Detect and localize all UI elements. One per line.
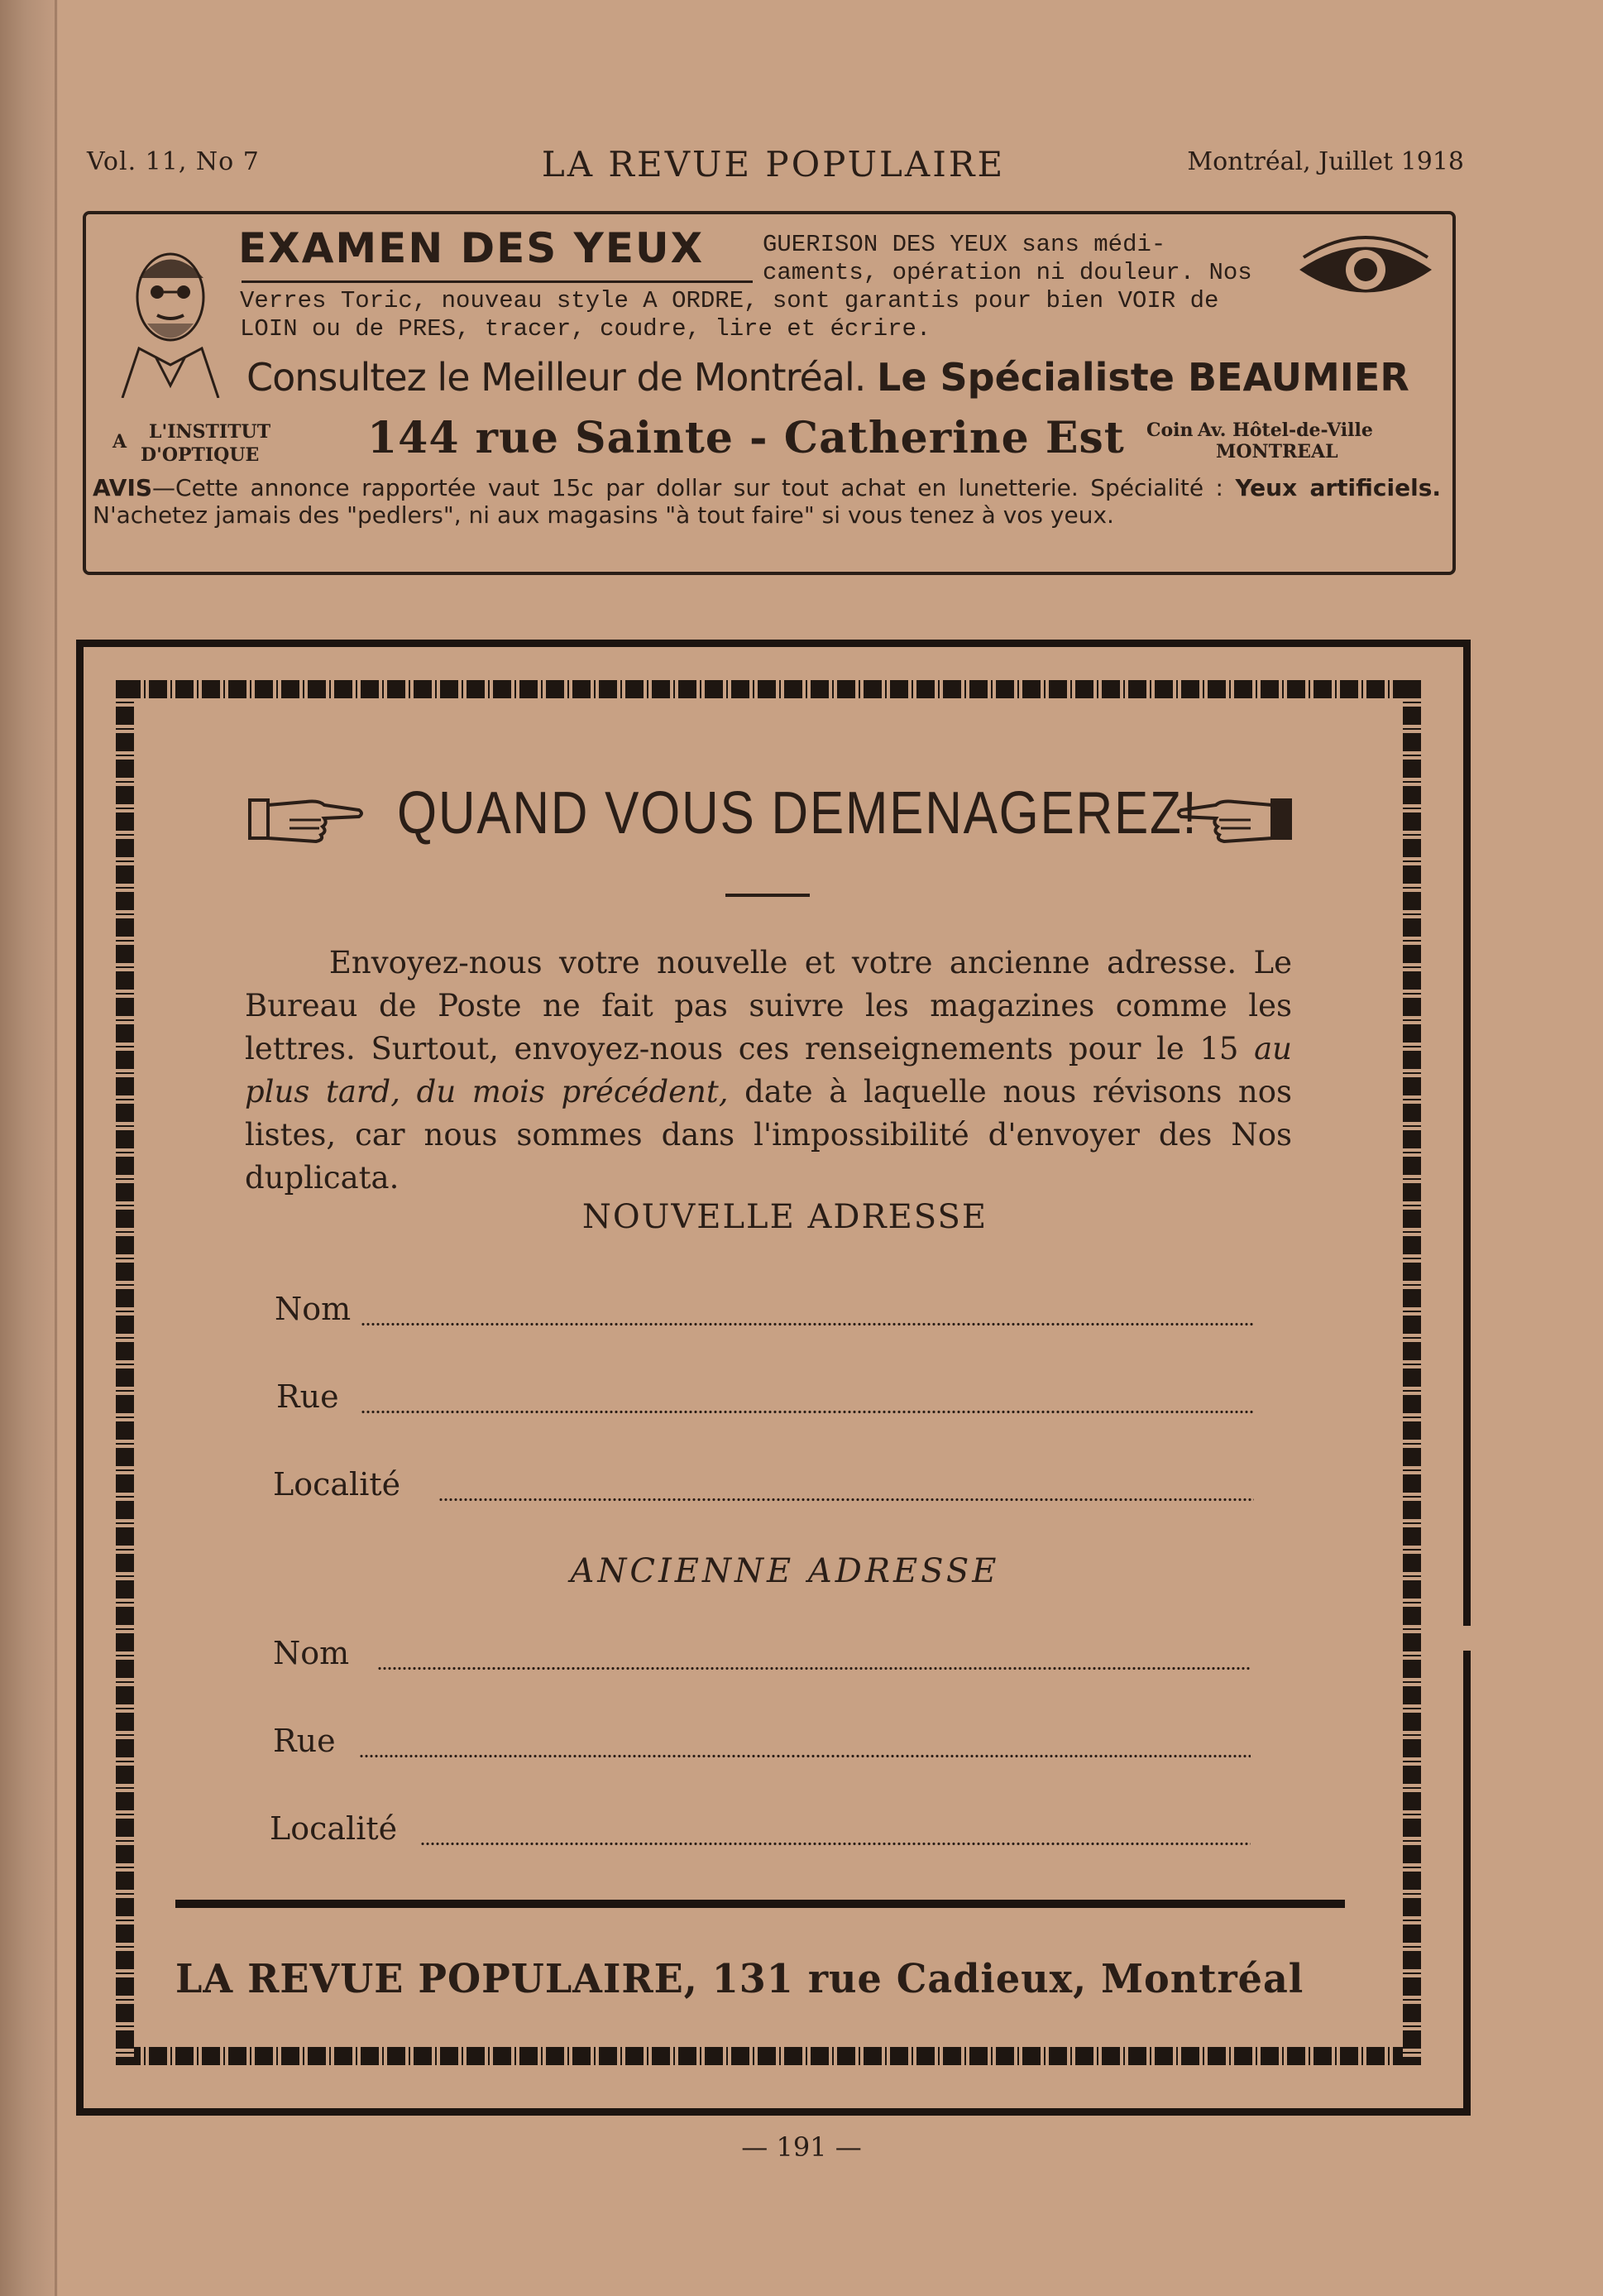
new-address-heading-text: NOUVELLE ADRESSE: [581, 1198, 988, 1236]
old-name-label: Nom: [273, 1635, 350, 1671]
ad-corner-line1: Av. Hôtel-de-Ville: [1198, 419, 1373, 441]
ad-institute-line1: L'INSTITUT: [149, 421, 271, 443]
eye-icon: [1295, 232, 1436, 307]
frame-dashed-border-top: [122, 680, 1421, 698]
paragraph-italic-2: du mois précédent,: [416, 1074, 729, 1110]
old-street-field[interactable]: [359, 1754, 1251, 1758]
pointing-hand-right-icon: [248, 790, 364, 848]
ad-institute-prefix: A: [112, 431, 127, 453]
title-divider: [725, 894, 810, 897]
pointing-hand-left-icon: [1176, 790, 1292, 848]
ad-institute-line2: D'OPTIQUE: [141, 444, 260, 466]
ad-notice-bold: Yeux artificiels.: [1235, 474, 1441, 501]
ad-heading: EXAMEN DES YEUX: [238, 224, 705, 272]
frame-dashed-border-bottom: [122, 2047, 1421, 2065]
new-locality-label: Localité: [273, 1466, 401, 1503]
issue-date: Montréal, Juillet 1918: [1187, 147, 1464, 176]
ad-consult-text: Consultez le Meilleur de Montréal.: [246, 355, 866, 400]
ad-notice-text: —Cette annonce rapportée vaut 15c par dollar sur tout achat en lunetterie. Spécialité :: [152, 474, 1223, 501]
page-gutter: [0, 0, 58, 2296]
new-locality-field[interactable]: [438, 1498, 1254, 1502]
ad-text-line: caments, opération ni douleur. Nos: [763, 259, 1252, 286]
notice-outer-frame: [76, 640, 1471, 2116]
paragraph-text: Envoyez-nous votre nouvelle et votre ancienne adresse. Le Bureau de Poste ne fait pas suivre les magazines comme les lettres. Surtout, envoyez-nous ces renseignements pour le 15: [245, 945, 1292, 1067]
ad-street-address: 144 rue Sainte - Catherine Est: [367, 413, 1125, 463]
old-locality-field[interactable]: [420, 1842, 1251, 1846]
frame-dashed-border-left: [116, 680, 134, 2065]
notice-title: QUAND VOUS DEMENAGEREZ!: [397, 780, 1199, 846]
ad-consult-line: [246, 355, 1409, 400]
notice-paragraph: [245, 942, 1292, 1200]
paragraph-text-2: date à laquelle nous révisons nos listes, car nous sommes dans l'impossibilité d'envoyer des Nos duplicata.: [245, 1074, 1293, 1196]
ad-text-line: LOIN ou de PRES, tracer, coudre, lire et écrire.: [240, 315, 931, 343]
footer-rule: [175, 1900, 1345, 1908]
old-address-heading-text: ANCIENNE ADRESSE: [570, 1552, 1000, 1590]
new-street-field[interactable]: [361, 1410, 1254, 1414]
optician-portrait-icon: [106, 232, 230, 398]
running-header: [83, 144, 1464, 189]
ad-text-line: GUERISON DES YEUX sans médi-: [763, 231, 1166, 258]
frame-gap: [1457, 1626, 1476, 1651]
new-street-label: Rue: [276, 1378, 339, 1415]
old-street-label: Rue: [273, 1723, 336, 1759]
frame-dashed-border-right: [1403, 680, 1421, 2065]
new-name-field[interactable]: [361, 1322, 1254, 1326]
ad-text-line: Verres Toric, nouveau style A ORDRE, sont garantis pour bien VOIR de: [240, 287, 1219, 314]
ad-notice-text-2: N'achetez jamais des "pedlers", ni aux magasins "à tout faire" si vous tenez à vos yeux.: [93, 501, 1114, 529]
old-locality-label: Localité: [270, 1810, 398, 1847]
ad-notice: [93, 474, 1441, 529]
eye-exam-advertisement: [83, 211, 1456, 575]
binding-line: [55, 0, 57, 2296]
publisher-address: LA REVUE POPULAIRE, 131 rue Cadieux, Montréal: [175, 1956, 1304, 2002]
magazine-title: LA REVUE POPULAIRE: [541, 144, 1006, 185]
new-address-heading: [0, 1198, 1603, 1236]
old-name-field[interactable]: [377, 1666, 1251, 1670]
ad-heading-rule: [242, 280, 753, 283]
ad-notice-lead: AVIS: [93, 474, 153, 501]
ad-specialist-name: Le Spécialiste BEAUMIER: [877, 355, 1409, 400]
new-name-label: Nom: [275, 1291, 352, 1327]
old-address-heading: [0, 1552, 1603, 1590]
volume-number: Vol. 11, No 7: [87, 147, 260, 176]
ad-corner-prefix: Coin: [1146, 419, 1194, 441]
page-number: — 191 —: [741, 2131, 862, 2163]
ad-corner-line2: MONTREAL: [1216, 441, 1338, 463]
paragraph-italic: au plus tard,: [245, 1031, 1292, 1110]
